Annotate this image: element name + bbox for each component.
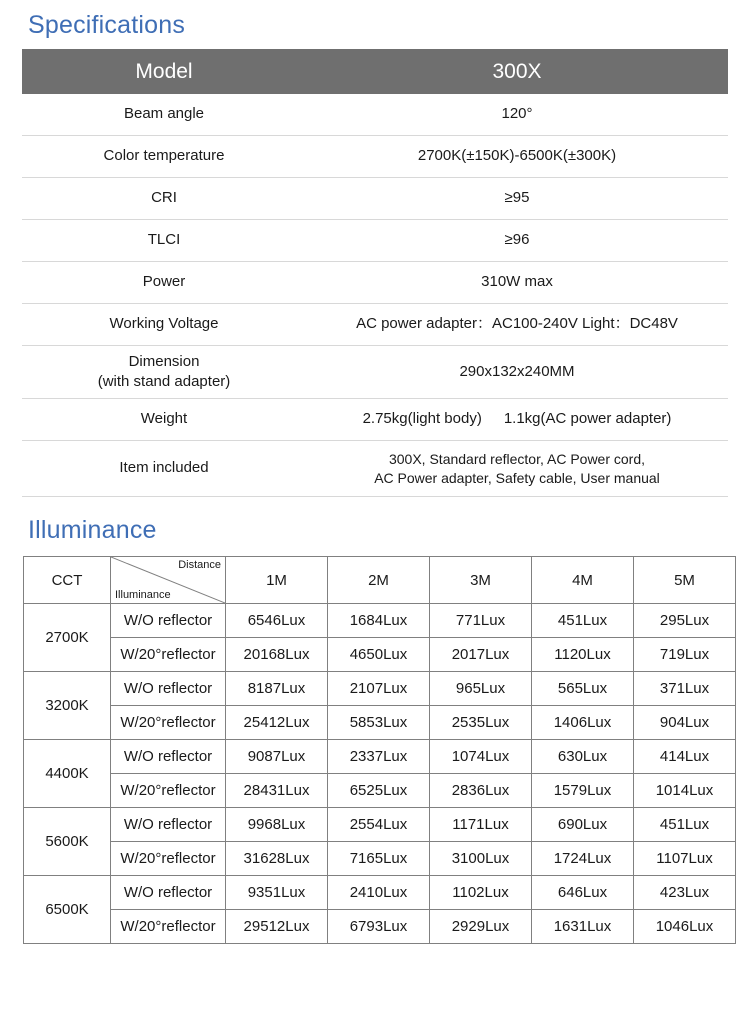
header-model-value: 300X: [306, 49, 728, 94]
table-row: [22, 399, 728, 441]
table-row: [22, 94, 728, 136]
lux-value: 29512Lux: [226, 910, 328, 944]
lux-value: 1074Lux: [430, 740, 532, 774]
lux-value: 965Lux: [430, 672, 532, 706]
reflector-label: W/O reflector: [111, 604, 226, 638]
lux-value: 1107Lux: [634, 842, 736, 876]
lux-value: 20168Lux: [226, 638, 328, 672]
table-row: [24, 842, 736, 876]
reflector-label: W/20°reflector: [111, 638, 226, 672]
table-row: [22, 136, 728, 178]
lux-value: 1102Lux: [430, 876, 532, 910]
distance-header-4m: 4M: [532, 557, 634, 604]
lux-value: 8187Lux: [226, 672, 328, 706]
spec-label: Item included: [22, 441, 306, 497]
lux-value: 2836Lux: [430, 774, 532, 808]
table-row: [22, 441, 728, 497]
table-row: [24, 604, 736, 638]
lux-value: 771Lux: [430, 604, 532, 638]
spec-label: CRI: [22, 178, 306, 220]
spec-value: ≥96: [306, 220, 728, 262]
lux-value: 9087Lux: [226, 740, 328, 774]
table-header-row: [22, 49, 728, 94]
lux-value: 2337Lux: [328, 740, 430, 774]
cct-label-3200k: 3200K: [24, 672, 111, 740]
lux-value: 690Lux: [532, 808, 634, 842]
spec-label-line2: (with stand adapter): [97, 373, 231, 390]
corner-distance-label: Distance: [178, 559, 221, 571]
table-row: [22, 346, 728, 399]
weight-adapter: 1.1kg(AC power adapter): [503, 410, 672, 428]
lux-value: 9968Lux: [226, 808, 328, 842]
included-line2: AC Power adapter, Safety cable, User manual: [374, 469, 660, 486]
spec-label: Power: [22, 262, 306, 304]
lux-value: 28431Lux: [226, 774, 328, 808]
table-row: [22, 262, 728, 304]
cct-label-5600k: 5600K: [24, 808, 111, 876]
lux-value: 1120Lux: [532, 638, 634, 672]
lux-value: 6546Lux: [226, 604, 328, 638]
table-row: [24, 808, 736, 842]
lux-value: 6793Lux: [328, 910, 430, 944]
reflector-label: W/O reflector: [111, 808, 226, 842]
distance-header-2m: 2M: [328, 557, 430, 604]
spec-label: Beam angle: [22, 94, 306, 136]
distance-header-5m: 5M: [634, 557, 736, 604]
reflector-label: W/20°reflector: [111, 842, 226, 876]
lux-value: 25412Lux: [226, 706, 328, 740]
lux-value: 904Lux: [634, 706, 736, 740]
illuminance-table: [23, 556, 736, 944]
lux-value: 2410Lux: [328, 876, 430, 910]
table-row: [24, 876, 736, 910]
cct-label-2700k: 2700K: [24, 604, 111, 672]
lux-value: 2017Lux: [430, 638, 532, 672]
distance-header-3m: 3M: [430, 557, 532, 604]
table-row: [24, 672, 736, 706]
spec-value: [306, 399, 728, 441]
lux-value: 1631Lux: [532, 910, 634, 944]
lux-value: 5853Lux: [328, 706, 430, 740]
table-row: [22, 178, 728, 220]
lux-value: 371Lux: [634, 672, 736, 706]
spec-label-line1: Dimension: [128, 352, 200, 370]
table-row: [22, 304, 728, 346]
lux-value: 1684Lux: [328, 604, 430, 638]
reflector-label: W/O reflector: [111, 740, 226, 774]
specifications-title: Specifications: [28, 11, 186, 39]
lux-value: 31628Lux: [226, 842, 328, 876]
cct-header: CCT: [24, 557, 111, 604]
spec-value: 120°: [306, 94, 728, 136]
lux-value: 1171Lux: [430, 808, 532, 842]
table-row: [24, 774, 736, 808]
cct-label-4400k: 4400K: [24, 740, 111, 808]
spec-label: TLCI: [22, 220, 306, 262]
lux-value: 414Lux: [634, 740, 736, 774]
illuminance-header-row: [24, 557, 736, 604]
reflector-label: W/20°reflector: [111, 706, 226, 740]
lux-value: 565Lux: [532, 672, 634, 706]
lux-value: 6525Lux: [328, 774, 430, 808]
reflector-label: W/20°reflector: [111, 910, 226, 944]
spec-value: ≥95: [306, 178, 728, 220]
lux-value: 1579Lux: [532, 774, 634, 808]
diagonal-header-cell: [111, 557, 226, 604]
spec-value: 2700K(±150K)-6500K(±300K): [306, 136, 728, 178]
spec-label: Weight: [22, 399, 306, 441]
lux-value: 719Lux: [634, 638, 736, 672]
lux-value: 2535Lux: [430, 706, 532, 740]
spec-label: [22, 346, 306, 399]
table-row: [24, 740, 736, 774]
lux-value: 1014Lux: [634, 774, 736, 808]
header-model-label: Model: [22, 49, 306, 94]
spec-value: 290x132x240MM: [306, 346, 728, 399]
table-row: [22, 220, 728, 262]
lux-value: 1046Lux: [634, 910, 736, 944]
lux-value: 451Lux: [532, 604, 634, 638]
spec-value: [306, 441, 728, 497]
lux-value: 3100Lux: [430, 842, 532, 876]
lux-value: 2107Lux: [328, 672, 430, 706]
table-row: [24, 638, 736, 672]
included-line1: 300X, Standard reflector, AC Power cord,: [388, 450, 646, 467]
lux-value: 4650Lux: [328, 638, 430, 672]
lux-value: 1406Lux: [532, 706, 634, 740]
lux-value: 7165Lux: [328, 842, 430, 876]
table-row: [24, 706, 736, 740]
reflector-label: W/O reflector: [111, 672, 226, 706]
cct-label-6500k: 6500K: [24, 876, 111, 944]
lux-value: 2929Lux: [430, 910, 532, 944]
reflector-label: W/O reflector: [111, 876, 226, 910]
weight-body: 2.75kg(light body): [362, 410, 482, 428]
spec-label: Color temperature: [22, 136, 306, 178]
lux-value: 1724Lux: [532, 842, 634, 876]
lux-value: 630Lux: [532, 740, 634, 774]
spec-value: 310W max: [306, 262, 728, 304]
lux-value: 295Lux: [634, 604, 736, 638]
lux-value: 2554Lux: [328, 808, 430, 842]
spec-value: AC power adapter：AC100-240V Light：DC48V: [306, 304, 728, 346]
lux-value: 423Lux: [634, 876, 736, 910]
reflector-label: W/20°reflector: [111, 774, 226, 808]
distance-header-1m: 1M: [226, 557, 328, 604]
corner-illuminance-label: Illuminance: [115, 589, 171, 601]
lux-value: 451Lux: [634, 808, 736, 842]
specifications-table: [22, 49, 728, 497]
spec-label: Working Voltage: [22, 304, 306, 346]
table-row: [24, 910, 736, 944]
lux-value: 646Lux: [532, 876, 634, 910]
lux-value: 9351Lux: [226, 876, 328, 910]
illuminance-title: Illuminance: [28, 516, 157, 544]
